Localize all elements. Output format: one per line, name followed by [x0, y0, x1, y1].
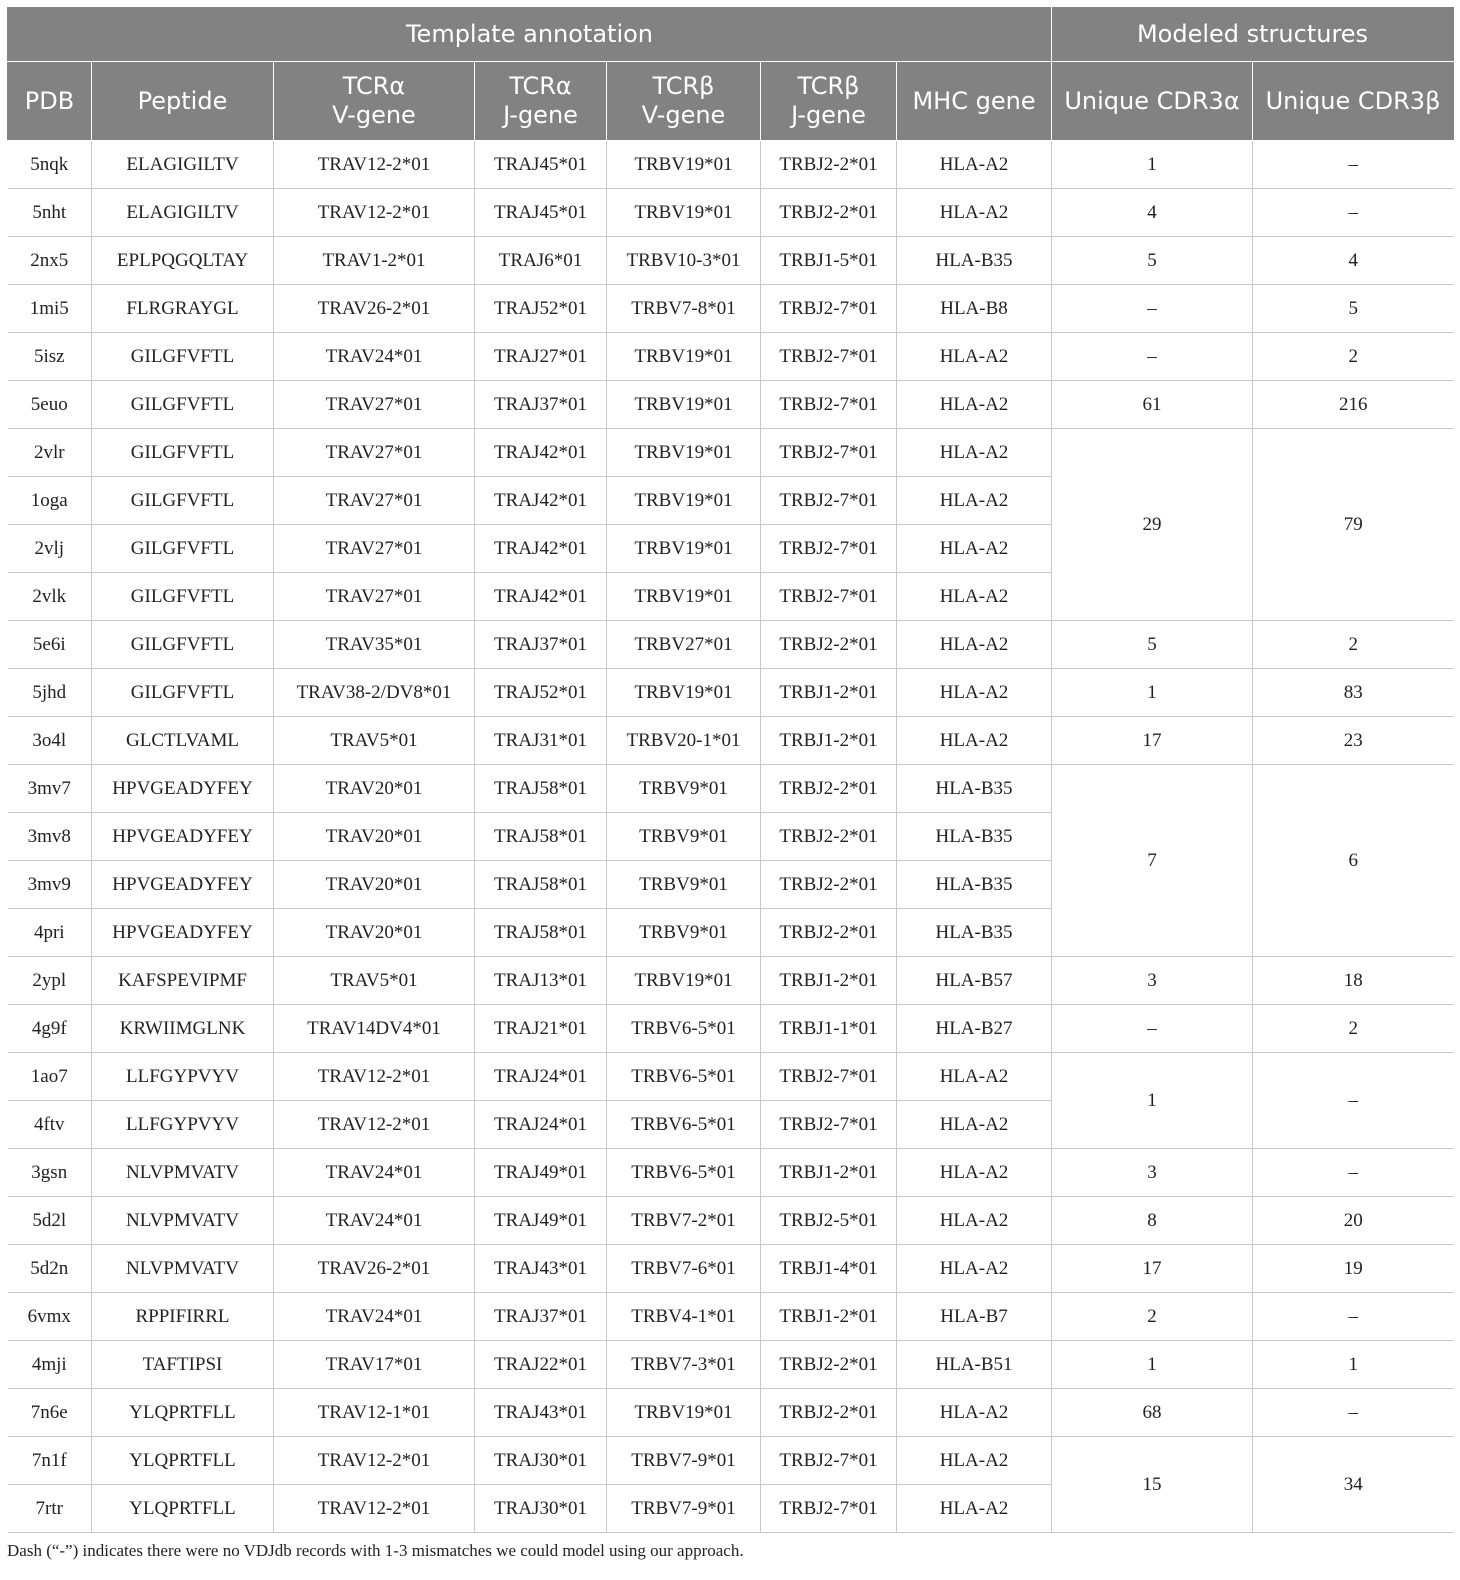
- table-row: [8, 1197, 1454, 1245]
- unique-cdr3b-cell: 34: [1253, 1437, 1454, 1533]
- pdb-cell: 5euo: [8, 381, 92, 429]
- tcrb-j-gene-cell: TRBJ2-7*01: [761, 429, 897, 477]
- pdb-cell: 2ypl: [8, 957, 92, 1005]
- unique-cdr3a-cell: 1: [1052, 1053, 1253, 1149]
- tcrb-j-gene-cell: TRBJ2-7*01: [761, 525, 897, 573]
- tcra-v-gene-cell: TRAV24*01: [274, 333, 475, 381]
- mhc-gene-cell: HLA-A2: [897, 1437, 1052, 1485]
- unique-cdr3b-cell: 2: [1253, 1005, 1454, 1053]
- tcrb-v-gene-cell: TRBV9*01: [607, 909, 761, 957]
- mhc-gene-cell: HLA-A2: [897, 1101, 1052, 1149]
- tcra-v-gene-cell: TRAV26-2*01: [274, 1245, 475, 1293]
- tcrb-v-gene-cell: TRBV20-1*01: [607, 717, 761, 765]
- unique-cdr3b-cell: 2: [1253, 621, 1454, 669]
- mhc-gene-cell: HLA-B57: [897, 957, 1052, 1005]
- tcra-v-gene-cell: TRAV12-2*01: [274, 1101, 475, 1149]
- modeled-structures-header: Modeled structures: [1052, 8, 1454, 62]
- peptide-cell: FLRGRAYGL: [92, 285, 274, 333]
- unique-cdr3a-cell: 7: [1052, 765, 1253, 957]
- peptide-cell: YLQPRTFLL: [92, 1485, 274, 1533]
- tcrb-v-gene-cell: TRBV7-9*01: [607, 1437, 761, 1485]
- table-footnote: Dash (“-”) indicates there were no VDJdb records with 1-3 mismatches we could model using our approach.: [7, 1541, 744, 1560]
- mhc-gene-cell: HLA-A2: [897, 381, 1052, 429]
- peptide-cell: KRWIIMGLNK: [92, 1005, 274, 1053]
- peptide-cell: HPVGEADYFEY: [92, 909, 274, 957]
- tcra-j-gene-cell: TRAJ52*01: [475, 669, 607, 717]
- tcra-j-gene-cell: TRAJ21*01: [475, 1005, 607, 1053]
- unique-cdr3b-cell: –: [1253, 1053, 1454, 1149]
- tcrb-v-gene-cell: TRBV7-9*01: [607, 1485, 761, 1533]
- tcrb-v-gene-header: [607, 62, 761, 141]
- tcrb-j-gene-cell: TRBJ1-5*01: [761, 237, 897, 285]
- mhc-gene-cell: HLA-A2: [897, 717, 1052, 765]
- unique-cdr3b-cell: –: [1253, 1149, 1454, 1197]
- column-header-sublabel: J-gene: [503, 101, 578, 129]
- tcrb-v-gene-cell: TRBV7-8*01: [607, 285, 761, 333]
- column-header-sublabel: V-gene: [641, 101, 726, 129]
- table-row: [8, 1149, 1454, 1197]
- tcrb-j-gene-cell: TRBJ2-7*01: [761, 1101, 897, 1149]
- tcra-j-gene-cell: TRAJ37*01: [475, 1293, 607, 1341]
- column-header-label: PDB: [24, 86, 75, 115]
- tcrb-v-gene-cell: TRBV19*01: [607, 333, 761, 381]
- pdb-cell: 3mv7: [8, 765, 92, 813]
- tcrb-j-gene-cell: TRBJ2-7*01: [761, 573, 897, 621]
- tcra-j-gene-cell: TRAJ42*01: [475, 525, 607, 573]
- tcra-v-gene-cell: TRAV20*01: [274, 765, 475, 813]
- mhc-gene-cell: HLA-A2: [897, 189, 1052, 237]
- peptide-cell: LLFGYPVYV: [92, 1053, 274, 1101]
- tcrb-j-gene-cell: TRBJ1-4*01: [761, 1245, 897, 1293]
- unique-cdr3b-cell: –: [1253, 1389, 1454, 1437]
- tcra-v-gene-cell: TRAV35*01: [274, 621, 475, 669]
- tcrb-v-gene-cell: TRBV10-3*01: [607, 237, 761, 285]
- unique-cdr3a-cell: 1: [1052, 669, 1253, 717]
- tcra-v-gene-cell: TRAV38-2/DV8*01: [274, 669, 475, 717]
- peptide-cell: ELAGIGILTV: [92, 189, 274, 237]
- unique-cdr3a-cell: 68: [1052, 1389, 1253, 1437]
- tcrb-j-gene-cell: TRBJ2-7*01: [761, 1437, 897, 1485]
- mhc-gene-cell: HLA-A2: [897, 429, 1052, 477]
- mhc-gene-header: [897, 62, 1052, 141]
- peptide-cell: GILGFVFTL: [92, 333, 274, 381]
- tcra-v-gene-cell: TRAV20*01: [274, 861, 475, 909]
- unique-cdr3b-cell: 216: [1253, 381, 1454, 429]
- tcrb-v-gene-cell: TRBV19*01: [607, 429, 761, 477]
- table-row: [8, 669, 1454, 717]
- tcra-v-gene-cell: TRAV27*01: [274, 573, 475, 621]
- tcra-j-gene-cell: TRAJ31*01: [475, 717, 607, 765]
- tcra-j-gene-cell: TRAJ58*01: [475, 909, 607, 957]
- pdb-cell: 4ftv: [8, 1101, 92, 1149]
- unique-cdr3b-cell: 5: [1253, 285, 1454, 333]
- peptide-cell: TAFTIPSI: [92, 1341, 274, 1389]
- tcra-v-gene-cell: TRAV12-1*01: [274, 1389, 475, 1437]
- mhc-gene-cell: HLA-A2: [897, 477, 1052, 525]
- column-header-label: TCRα: [509, 72, 572, 100]
- tcrb-j-gene-cell: TRBJ2-7*01: [761, 285, 897, 333]
- tcra-v-gene-cell: TRAV20*01: [274, 813, 475, 861]
- tcra-j-gene-cell: TRAJ13*01: [475, 957, 607, 1005]
- pdb-cell: 7n6e: [8, 1389, 92, 1437]
- unique-cdr3b-cell: 83: [1253, 669, 1454, 717]
- peptide-cell: RPPIFIRRL: [92, 1293, 274, 1341]
- tcra-j-gene-cell: TRAJ42*01: [475, 573, 607, 621]
- table-row: [8, 1293, 1454, 1341]
- tcrb-j-gene-cell: TRBJ2-7*01: [761, 333, 897, 381]
- tcra-v-gene-cell: TRAV20*01: [274, 909, 475, 957]
- tcrb-j-gene-cell: TRBJ2-7*01: [761, 381, 897, 429]
- peptide-cell: GILGFVFTL: [92, 621, 274, 669]
- tcrb-v-gene-cell: TRBV19*01: [607, 141, 761, 189]
- template-annotation-table: [7, 7, 1454, 1533]
- mhc-gene-cell: HLA-B35: [897, 237, 1052, 285]
- pdb-cell: 1oga: [8, 477, 92, 525]
- tcrb-j-gene-cell: TRBJ2-7*01: [761, 477, 897, 525]
- pdb-cell: 3gsn: [8, 1149, 92, 1197]
- tcrb-v-gene-cell: TRBV27*01: [607, 621, 761, 669]
- tcra-v-gene-cell: TRAV12-2*01: [274, 189, 475, 237]
- peptide-cell: NLVPMVATV: [92, 1149, 274, 1197]
- tcrb-j-gene-cell: TRBJ2-2*01: [761, 1389, 897, 1437]
- peptide-cell: EPLPQGQLTAY: [92, 237, 274, 285]
- tcrb-j-gene-cell: TRBJ2-2*01: [761, 141, 897, 189]
- mhc-gene-cell: HLA-A2: [897, 573, 1052, 621]
- unique-cdr3a-cell: 1: [1052, 141, 1253, 189]
- mhc-gene-cell: HLA-A2: [897, 669, 1052, 717]
- tcrb-v-gene-cell: TRBV6-5*01: [607, 1101, 761, 1149]
- tcra-v-gene-cell: TRAV27*01: [274, 477, 475, 525]
- column-header-label: Peptide: [137, 86, 228, 115]
- tcrb-j-gene-cell: TRBJ1-2*01: [761, 669, 897, 717]
- peptide-cell: YLQPRTFLL: [92, 1389, 274, 1437]
- unique-cdr3b-cell: 23: [1253, 717, 1454, 765]
- pdb-cell: 2vlr: [8, 429, 92, 477]
- tcrb-j-gene-cell: TRBJ2-2*01: [761, 621, 897, 669]
- table-row: [8, 141, 1454, 189]
- unique-cdr3a-cell: 3: [1052, 1149, 1253, 1197]
- column-header-label: Unique CDR3β: [1265, 86, 1441, 115]
- tcra-j-gene-cell: TRAJ42*01: [475, 477, 607, 525]
- tcrb-j-gene-header: [761, 62, 897, 141]
- tcra-v-gene-cell: TRAV26-2*01: [274, 285, 475, 333]
- tcrb-v-gene-cell: TRBV19*01: [607, 669, 761, 717]
- tcrb-j-gene-cell: TRBJ2-2*01: [761, 909, 897, 957]
- tcra-v-gene-cell: TRAV24*01: [274, 1197, 475, 1245]
- tcra-v-gene-cell: TRAV27*01: [274, 525, 475, 573]
- unique-cdr3a-cell: 2: [1052, 1293, 1253, 1341]
- tcra-j-gene-cell: TRAJ58*01: [475, 861, 607, 909]
- tcrb-v-gene-cell: TRBV19*01: [607, 189, 761, 237]
- unique-cdr3a-cell: 8: [1052, 1197, 1253, 1245]
- header-group-row: [8, 8, 1454, 62]
- peptide-cell: LLFGYPVYV: [92, 1101, 274, 1149]
- column-header-sublabel: J-gene: [791, 101, 866, 129]
- tcrb-v-gene-cell: TRBV19*01: [607, 477, 761, 525]
- tcrb-v-gene-cell: TRBV19*01: [607, 957, 761, 1005]
- unique-cdr3b-cell: –: [1253, 141, 1454, 189]
- tcrb-v-gene-cell: TRBV7-2*01: [607, 1197, 761, 1245]
- tcra-v-gene-cell: TRAV24*01: [274, 1149, 475, 1197]
- tcra-j-gene-cell: TRAJ49*01: [475, 1149, 607, 1197]
- pdb-cell: 4pri: [8, 909, 92, 957]
- unique-cdr3a-cell: 15: [1052, 1437, 1253, 1533]
- peptide-cell: YLQPRTFLL: [92, 1437, 274, 1485]
- column-header-label: TCRβ: [797, 72, 860, 100]
- tcra-j-gene-cell: TRAJ24*01: [475, 1053, 607, 1101]
- unique-cdr3a-cell: 3: [1052, 957, 1253, 1005]
- tcra-j-gene-cell: TRAJ45*01: [475, 189, 607, 237]
- table-row: [8, 957, 1454, 1005]
- table-row: [8, 285, 1454, 333]
- unique-cdr3a-cell: 1: [1052, 1341, 1253, 1389]
- peptide-cell: GILGFVFTL: [92, 381, 274, 429]
- mhc-gene-cell: HLA-A2: [897, 1485, 1052, 1533]
- table-row: [8, 381, 1454, 429]
- unique-cdr3a-cell: 5: [1052, 621, 1253, 669]
- unique-cdr3a-cell: 17: [1052, 717, 1253, 765]
- tcra-j-gene-cell: TRAJ43*01: [475, 1245, 607, 1293]
- pdb-header: [8, 62, 92, 141]
- unique-cdr3a-header: [1052, 62, 1253, 141]
- pdb-cell: 5d2l: [8, 1197, 92, 1245]
- peptide-cell: GILGFVFTL: [92, 429, 274, 477]
- tcrb-j-gene-cell: TRBJ2-2*01: [761, 861, 897, 909]
- tcra-j-gene-cell: TRAJ30*01: [475, 1437, 607, 1485]
- tcrb-v-gene-cell: TRBV9*01: [607, 765, 761, 813]
- column-header-sublabel: V-gene: [332, 101, 416, 129]
- tcra-j-gene-cell: TRAJ37*01: [475, 381, 607, 429]
- mhc-gene-cell: HLA-B8: [897, 285, 1052, 333]
- tcra-j-gene-cell: TRAJ37*01: [475, 621, 607, 669]
- pdb-cell: 3mv8: [8, 813, 92, 861]
- tcrb-v-gene-cell: TRBV19*01: [607, 381, 761, 429]
- pdb-cell: 5nht: [8, 189, 92, 237]
- unique-cdr3b-cell: 18: [1253, 957, 1454, 1005]
- pdb-cell: 2vlk: [8, 573, 92, 621]
- table-row: [8, 621, 1454, 669]
- unique-cdr3b-cell: –: [1253, 1293, 1454, 1341]
- tcrb-j-gene-cell: TRBJ1-2*01: [761, 957, 897, 1005]
- tcra-v-gene-header: [274, 62, 475, 141]
- peptide-cell: GILGFVFTL: [92, 669, 274, 717]
- pdb-cell: 1mi5: [8, 285, 92, 333]
- tcrb-j-gene-cell: TRBJ1-1*01: [761, 1005, 897, 1053]
- peptide-cell: NLVPMVATV: [92, 1197, 274, 1245]
- unique-cdr3a-cell: –: [1052, 285, 1253, 333]
- tcra-j-gene-cell: TRAJ22*01: [475, 1341, 607, 1389]
- unique-cdr3a-cell: 5: [1052, 237, 1253, 285]
- tcrb-v-gene-cell: TRBV4-1*01: [607, 1293, 761, 1341]
- pdb-cell: 7rtr: [8, 1485, 92, 1533]
- tcrb-v-gene-cell: TRBV6-5*01: [607, 1053, 761, 1101]
- pdb-cell: 4mji: [8, 1341, 92, 1389]
- tcrb-v-gene-cell: TRBV6-5*01: [607, 1005, 761, 1053]
- tcrb-j-gene-cell: TRBJ2-2*01: [761, 1341, 897, 1389]
- pdb-cell: 2vlj: [8, 525, 92, 573]
- pdb-cell: 5nqk: [8, 141, 92, 189]
- tcra-j-gene-cell: TRAJ27*01: [475, 333, 607, 381]
- peptide-cell: NLVPMVATV: [92, 1245, 274, 1293]
- tcrb-j-gene-cell: TRBJ2-2*01: [761, 189, 897, 237]
- pdb-cell: 5d2n: [8, 1245, 92, 1293]
- tcra-j-gene-cell: TRAJ43*01: [475, 1389, 607, 1437]
- tcrb-j-gene-cell: TRBJ2-2*01: [761, 813, 897, 861]
- tcrb-v-gene-cell: TRBV6-5*01: [607, 1149, 761, 1197]
- mhc-gene-cell: HLA-A2: [897, 621, 1052, 669]
- column-header-row: [8, 62, 1454, 141]
- unique-cdr3b-cell: 79: [1253, 429, 1454, 621]
- tcra-v-gene-cell: TRAV5*01: [274, 957, 475, 1005]
- tcra-j-gene-cell: TRAJ58*01: [475, 813, 607, 861]
- mhc-gene-cell: HLA-A2: [897, 1389, 1052, 1437]
- mhc-gene-cell: HLA-B7: [897, 1293, 1052, 1341]
- pdb-cell: 3mv9: [8, 861, 92, 909]
- tcrb-j-gene-cell: TRBJ1-2*01: [761, 1293, 897, 1341]
- table-row: [8, 333, 1454, 381]
- mhc-gene-cell: HLA-A2: [897, 1053, 1052, 1101]
- peptide-cell: GILGFVFTL: [92, 525, 274, 573]
- tcrb-v-gene-cell: TRBV19*01: [607, 1389, 761, 1437]
- tcra-j-gene-cell: TRAJ45*01: [475, 141, 607, 189]
- unique-cdr3a-cell: 29: [1052, 429, 1253, 621]
- tcra-j-gene-cell: TRAJ6*01: [475, 237, 607, 285]
- tcra-j-gene-header: [475, 62, 607, 141]
- peptide-cell: HPVGEADYFEY: [92, 861, 274, 909]
- tcra-j-gene-cell: TRAJ30*01: [475, 1485, 607, 1533]
- tcrb-v-gene-cell: TRBV7-6*01: [607, 1245, 761, 1293]
- tcra-j-gene-cell: TRAJ58*01: [475, 765, 607, 813]
- mhc-gene-cell: HLA-A2: [897, 525, 1052, 573]
- peptide-cell: HPVGEADYFEY: [92, 813, 274, 861]
- mhc-gene-cell: HLA-B35: [897, 861, 1052, 909]
- tcrb-j-gene-cell: TRBJ1-2*01: [761, 717, 897, 765]
- table-row: [8, 1245, 1454, 1293]
- peptide-header: [92, 62, 274, 141]
- mhc-gene-cell: HLA-B51: [897, 1341, 1052, 1389]
- peptide-cell: HPVGEADYFEY: [92, 765, 274, 813]
- tcra-v-gene-cell: TRAV1-2*01: [274, 237, 475, 285]
- tcra-v-gene-cell: TRAV27*01: [274, 429, 475, 477]
- column-header-label: TCRβ: [652, 72, 715, 100]
- pdb-cell: 6vmx: [8, 1293, 92, 1341]
- tcra-v-gene-cell: TRAV27*01: [274, 381, 475, 429]
- unique-cdr3a-cell: –: [1052, 1005, 1253, 1053]
- table-row: [8, 765, 1454, 813]
- table-row: [8, 429, 1454, 477]
- pdb-cell: 5e6i: [8, 621, 92, 669]
- unique-cdr3b-header: [1253, 62, 1454, 141]
- tcrb-v-gene-cell: TRBV7-3*01: [607, 1341, 761, 1389]
- tcra-v-gene-cell: TRAV12-2*01: [274, 1053, 475, 1101]
- unique-cdr3a-cell: 61: [1052, 381, 1253, 429]
- mhc-gene-cell: HLA-A2: [897, 1197, 1052, 1245]
- peptide-cell: GILGFVFTL: [92, 477, 274, 525]
- unique-cdr3b-cell: 6: [1253, 765, 1454, 957]
- mhc-gene-cell: HLA-B27: [897, 1005, 1052, 1053]
- peptide-cell: KAFSPEVIPMF: [92, 957, 274, 1005]
- tcra-v-gene-cell: TRAV17*01: [274, 1341, 475, 1389]
- table-row: [8, 1005, 1454, 1053]
- mhc-gene-cell: HLA-B35: [897, 765, 1052, 813]
- tcra-v-gene-cell: TRAV5*01: [274, 717, 475, 765]
- table-row: [8, 1341, 1454, 1389]
- tcra-v-gene-cell: TRAV12-2*01: [274, 141, 475, 189]
- tcrb-j-gene-cell: TRBJ2-2*01: [761, 765, 897, 813]
- table-body: [8, 141, 1454, 1533]
- pdb-cell: 5isz: [8, 333, 92, 381]
- tcra-v-gene-cell: TRAV24*01: [274, 1293, 475, 1341]
- tcrb-j-gene-cell: TRBJ2-7*01: [761, 1053, 897, 1101]
- pdb-cell: 7n1f: [8, 1437, 92, 1485]
- unique-cdr3b-cell: 19: [1253, 1245, 1454, 1293]
- tcrb-v-gene-cell: TRBV19*01: [607, 573, 761, 621]
- unique-cdr3a-cell: –: [1052, 333, 1253, 381]
- unique-cdr3b-cell: 1: [1253, 1341, 1454, 1389]
- mhc-gene-cell: HLA-A2: [897, 1149, 1052, 1197]
- tcrb-v-gene-cell: TRBV9*01: [607, 813, 761, 861]
- template-annotation-header: Template annotation: [8, 8, 1052, 62]
- tcrb-j-gene-cell: TRBJ2-5*01: [761, 1197, 897, 1245]
- pdb-cell: 4g9f: [8, 1005, 92, 1053]
- table-row: [8, 237, 1454, 285]
- mhc-gene-cell: HLA-B35: [897, 813, 1052, 861]
- tcrb-j-gene-cell: TRBJ1-2*01: [761, 1149, 897, 1197]
- tcrb-j-gene-cell: TRBJ2-7*01: [761, 1485, 897, 1533]
- unique-cdr3a-cell: 4: [1052, 189, 1253, 237]
- table-row: [8, 1437, 1454, 1485]
- table-row: [8, 189, 1454, 237]
- column-header-label: MHC gene: [912, 86, 1036, 115]
- tcra-v-gene-cell: TRAV12-2*01: [274, 1485, 475, 1533]
- unique-cdr3b-cell: 20: [1253, 1197, 1454, 1245]
- tcrb-v-gene-cell: TRBV9*01: [607, 861, 761, 909]
- table-row: [8, 717, 1454, 765]
- column-header-label: TCRα: [342, 72, 406, 100]
- peptide-cell: GILGFVFTL: [92, 573, 274, 621]
- tcra-j-gene-cell: TRAJ52*01: [475, 285, 607, 333]
- unique-cdr3b-cell: 2: [1253, 333, 1454, 381]
- unique-cdr3a-cell: 17: [1052, 1245, 1253, 1293]
- peptide-cell: ELAGIGILTV: [92, 141, 274, 189]
- mhc-gene-cell: HLA-A2: [897, 141, 1052, 189]
- peptide-cell: GLCTLVAML: [92, 717, 274, 765]
- unique-cdr3b-cell: –: [1253, 189, 1454, 237]
- table-row: [8, 1053, 1454, 1101]
- mhc-gene-cell: HLA-A2: [897, 333, 1052, 381]
- tcra-j-gene-cell: TRAJ49*01: [475, 1197, 607, 1245]
- tcrb-v-gene-cell: TRBV19*01: [607, 525, 761, 573]
- pdb-cell: 5jhd: [8, 669, 92, 717]
- unique-cdr3b-cell: 4: [1253, 237, 1454, 285]
- tcra-j-gene-cell: TRAJ24*01: [475, 1101, 607, 1149]
- tcra-j-gene-cell: TRAJ42*01: [475, 429, 607, 477]
- mhc-gene-cell: HLA-A2: [897, 1245, 1052, 1293]
- pdb-cell: 3o4l: [8, 717, 92, 765]
- tcra-v-gene-cell: TRAV14DV4*01: [274, 1005, 475, 1053]
- table-row: [8, 1389, 1454, 1437]
- mhc-gene-cell: HLA-B35: [897, 909, 1052, 957]
- column-header-label: Unique CDR3α: [1064, 86, 1240, 115]
- pdb-cell: 2nx5: [8, 237, 92, 285]
- pdb-cell: 1ao7: [8, 1053, 92, 1101]
- tcra-v-gene-cell: TRAV12-2*01: [274, 1437, 475, 1485]
